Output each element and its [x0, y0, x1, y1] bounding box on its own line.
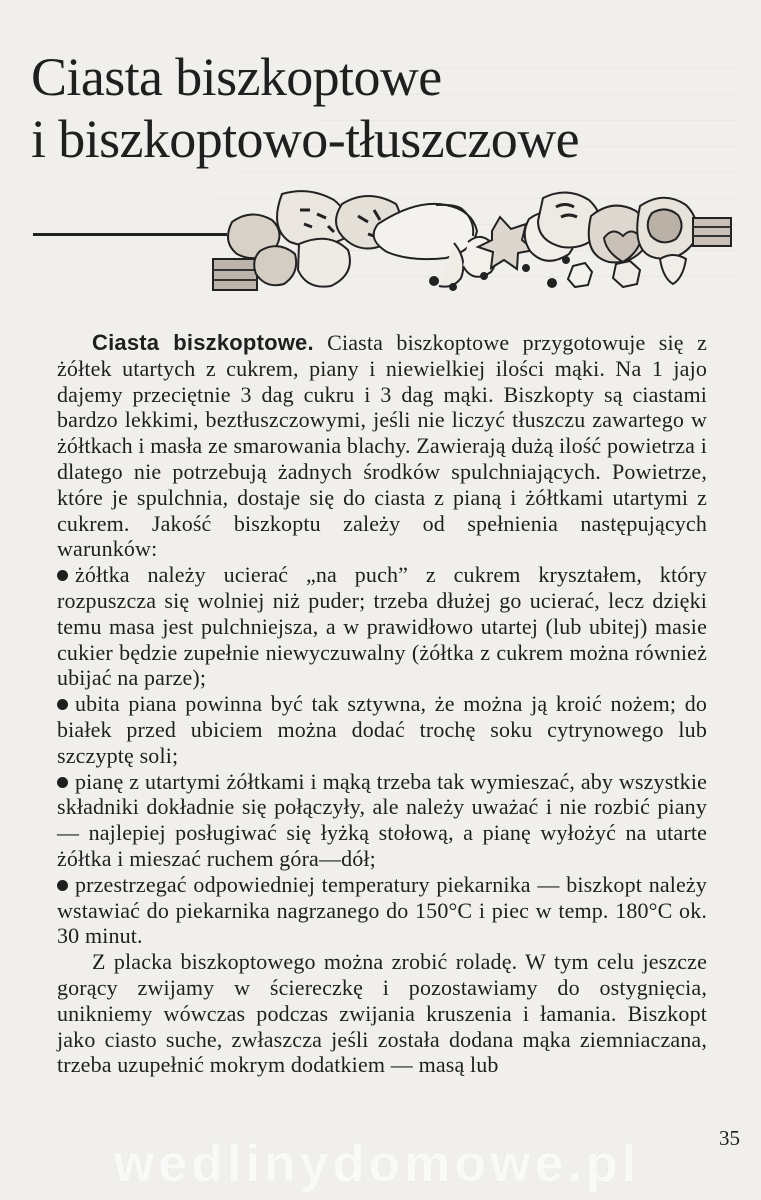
bullet-item-1: żółtka należy ucierać „na puch” z cukrem kryształem, który rozpuszcza się wolniej niż puder; trzeba dłużej go ucierać, lecz dzięki temu masa jest pulchniejsza, a w prawidłowo utartej (lub ubitej) masie cukier będzie zupełnie niewyczuwalny (żółtka z cukrem można również ubijać na parze); — [57, 562, 707, 691]
baking-illustration — [206, 186, 737, 308]
pastry-mould-icon — [613, 261, 640, 287]
heart-cake-icon — [660, 255, 686, 284]
cookie-icon — [254, 246, 296, 285]
page-number: 35 — [719, 1126, 740, 1150]
body-text — [57, 330, 707, 1078]
paragraph-2: Z placka biszkoptowego można zrobić roladę. W tym celu jeszcze gorący zwijamy w ściereczkę i pozostawiamy do ostygnięcia, unikniemy wówczas podczas zwijania kruszenia i łamania. Biszkopt jako ciasto suche, zwłaszcza jeśli została dodana mąka ziemniaczana, trzeba uzupełnić mokrym dodatkiem — masą lub — [57, 949, 707, 1078]
pastry-mould-icon — [568, 263, 592, 287]
page-title — [31, 46, 641, 170]
section-label: Ciasta biszkoptowe. — [92, 330, 314, 355]
title-rule — [33, 233, 227, 236]
paragraph-1 — [57, 330, 707, 562]
bullet-item-3: pianę z utartymi żółtkami i mąką trzeba tak wymieszać, aby wszystkie składniki dokładnie się połączyły, ale należy uważać i nie rozbić piany — najlepiej posługiwać się łyżką stołową, a pianę wyłożyć na utarte żółtka i mieszać ruchem góra—dół; — [57, 768, 707, 871]
bleed-line — [239, 172, 739, 173]
bullet-item-4: przestrzegać odpowiedniej temperatury piekarnika — biszkopt należy wstawiać do piekarnika nagrzanego do 150°C i piec w temp. 180°C ok. 30 minut. — [57, 871, 707, 949]
paragraph-1-text: Ciasta biszkoptowe przygotowuje się z żółtek utartych z cukrem, piany i niewielkiej ilości mąki. Na 1 jajo dajemy przeciętnie 3 dag cukru i 3 dag mąki. Biszkopty są ciastami bardzo lekkimi, beztłuszczowymi, jeśli nie liczyć tłuszczu zawartego w żółtkach i masła ze smarowania blachy. Zawierają dużą ilość powietrza i dlatego nie potrzebują żadnych środków spulchniających. Powietrze, które je spulchnia, dostaje się do ciasta z pianą i żółtkami utartymi z cukrem. Jakość biszkoptu zależy od spełnienia następujących warunków: — [57, 330, 707, 562]
watermark: wedlinydomowe.pl — [113, 1135, 641, 1193]
title-line-2: i biszkoptowo-tłuszczowe — [31, 109, 579, 169]
cake-icon — [213, 259, 257, 290]
bullet-item-2: ubita piana powinna być tak sztywna, że można ją kroić nożem; do białek przed ubiciem można dodać trochę soku cytrynowego lub szczyptę soli; — [57, 691, 707, 768]
cake-icon — [298, 239, 350, 287]
cake-icon — [693, 218, 731, 246]
title-line-1: Ciasta biszkoptowe — [31, 47, 442, 107]
